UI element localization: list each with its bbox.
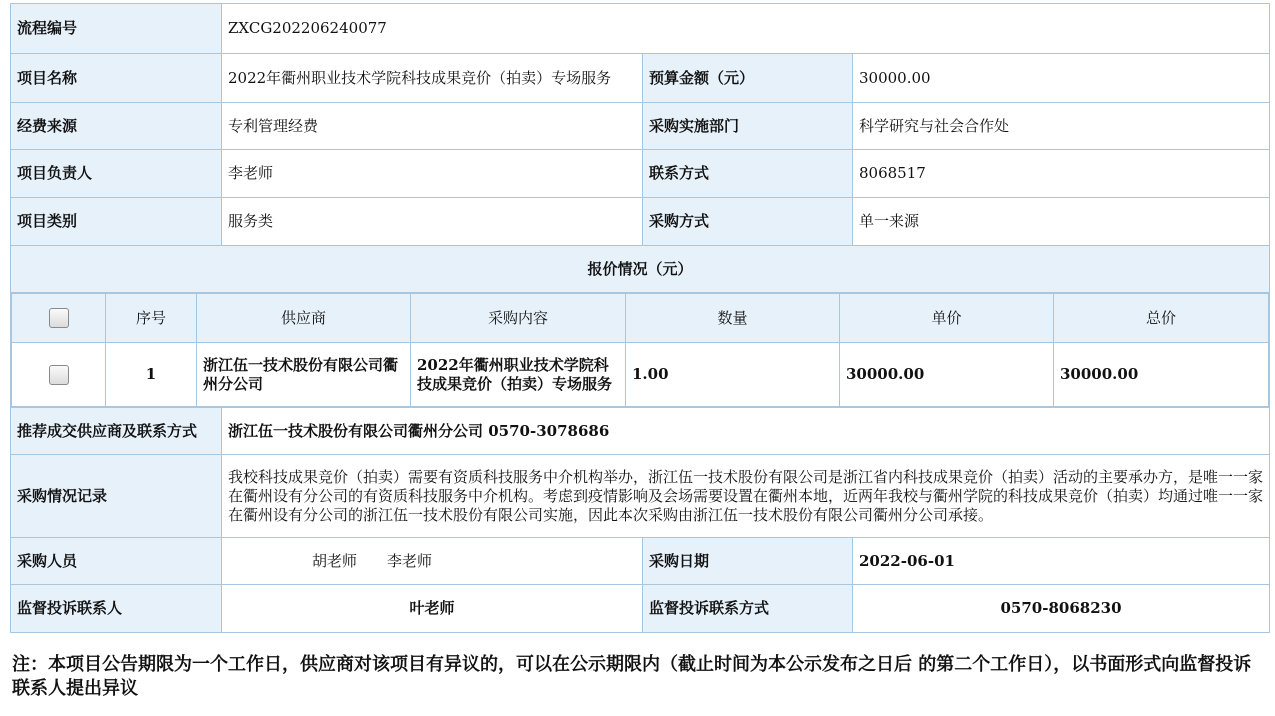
fund-source-value: 专利管理经费 bbox=[222, 103, 643, 150]
recommend-value: 浙江伍一技术股份有限公司衢州分公司 0570-3078686 bbox=[222, 408, 1270, 455]
buyer-value bbox=[222, 538, 643, 585]
fund-source-label: 经费来源 bbox=[11, 103, 222, 150]
notice-text: 注：本项目公告期限为一个工作日，供应商对该项目有异议的，可以在公示期限内（截止时间为本公示发布之日后 的第二个工作日），以书面形式向监督投诉联系人提出异议 bbox=[12, 654, 1252, 699]
supervisor-value: 叶老师 bbox=[222, 585, 643, 633]
supervisor-contact-label: 监督投诉联系方式 bbox=[643, 585, 853, 633]
recommend-label: 推荐成交供应商及联系方式 bbox=[11, 408, 222, 455]
project-name-value: 2022年衢州职业技术学院科技成果竞价（拍卖）专场服务 bbox=[222, 54, 643, 103]
row-total: 30000.00 bbox=[1054, 343, 1269, 407]
row-leader bbox=[11, 150, 1270, 198]
procurement-detail-frame bbox=[10, 3, 1269, 638]
row-category bbox=[11, 198, 1270, 246]
header-supplier: 供应商 bbox=[197, 294, 411, 343]
row-buyer bbox=[11, 538, 1270, 585]
record-value: 我校科技成果竞价（拍卖）需要有资质科技服务中介机构举办，浙江伍一技术股份有限公司是浙江省内科技成果竞价（拍卖）活动的主要承办方，是唯一一家在衢州设有分公司的有资质科技服务中介机构。考虑到疫情影响及会场需要设置在衢州本地，近两年我校与衢州学院的科技成果竞价（拍卖）均通过唯一一家在衢州设有分公司的浙江伍一技术股份有限公司实施，因此本次采购由浙江伍一技术股份有限公司衢州分公司承接。 bbox=[222, 455, 1270, 538]
header-qty: 数量 bbox=[626, 294, 840, 343]
category-value: 服务类 bbox=[222, 198, 643, 246]
row-no: 1 bbox=[106, 343, 197, 407]
budget-value: 30000.00 bbox=[853, 54, 1270, 103]
record-label: 采购情况记录 bbox=[11, 455, 222, 538]
row-process-no bbox=[11, 4, 1270, 54]
row-quote-section bbox=[11, 246, 1270, 293]
method-value: 单一来源 bbox=[853, 198, 1270, 246]
dept-label: 采购实施部门 bbox=[643, 103, 853, 150]
header-content: 采购内容 bbox=[411, 294, 626, 343]
select-all-checkbox[interactable] bbox=[49, 308, 69, 328]
process-no-label: 流程编号 bbox=[11, 4, 222, 54]
row-supplier: 浙江伍一技术股份有限公司衢州分公司 bbox=[197, 343, 411, 407]
process-no-value: ZXCG202206240077 bbox=[222, 4, 1270, 54]
budget-label: 预算金额（元） bbox=[643, 54, 853, 103]
supervisor-contact-value: 0570-8068230 bbox=[853, 585, 1270, 633]
row-recommend bbox=[11, 408, 1270, 455]
buyer-name-2: 李老师 bbox=[387, 551, 433, 570]
contact-label: 联系方式 bbox=[643, 150, 853, 198]
row-checkbox[interactable] bbox=[49, 365, 69, 385]
row-content: 2022年衢州职业技术学院科技成果竞价（拍卖）专场服务 bbox=[411, 343, 626, 407]
row-supervisor bbox=[11, 585, 1270, 633]
row-project-name bbox=[11, 54, 1270, 103]
buy-date-value: 2022-06-01 bbox=[853, 538, 1270, 585]
row-price: 30000.00 bbox=[840, 343, 1054, 407]
row-record bbox=[11, 455, 1270, 538]
category-label: 项目类别 bbox=[11, 198, 222, 246]
quote-table bbox=[11, 293, 1269, 407]
select-all-cell[interactable] bbox=[12, 294, 106, 343]
leader-label: 项目负责人 bbox=[11, 150, 222, 198]
leader-value: 李老师 bbox=[222, 150, 643, 198]
procurement-table bbox=[10, 3, 1270, 633]
buy-date-label: 采购日期 bbox=[643, 538, 853, 585]
row-quote-table bbox=[11, 293, 1270, 408]
row-qty: 1.00 bbox=[626, 343, 840, 407]
table-row bbox=[12, 343, 1269, 407]
project-name-label: 项目名称 bbox=[11, 54, 222, 103]
quote-section-title: 报价情况（元） bbox=[11, 246, 1270, 293]
header-price: 单价 bbox=[840, 294, 1054, 343]
dept-value: 科学研究与社会合作处 bbox=[853, 103, 1270, 150]
supervisor-label: 监督投诉联系人 bbox=[11, 585, 222, 633]
quote-header-row bbox=[12, 294, 1269, 343]
header-total: 总价 bbox=[1054, 294, 1269, 343]
contact-value: 8068517 bbox=[853, 150, 1270, 198]
buyer-label: 采购人员 bbox=[11, 538, 222, 585]
row-select-cell[interactable] bbox=[12, 343, 106, 407]
row-fund-source bbox=[11, 103, 1270, 150]
buyer-name-1: 胡老师 bbox=[312, 551, 358, 570]
method-label: 采购方式 bbox=[643, 198, 853, 246]
header-no: 序号 bbox=[106, 294, 197, 343]
